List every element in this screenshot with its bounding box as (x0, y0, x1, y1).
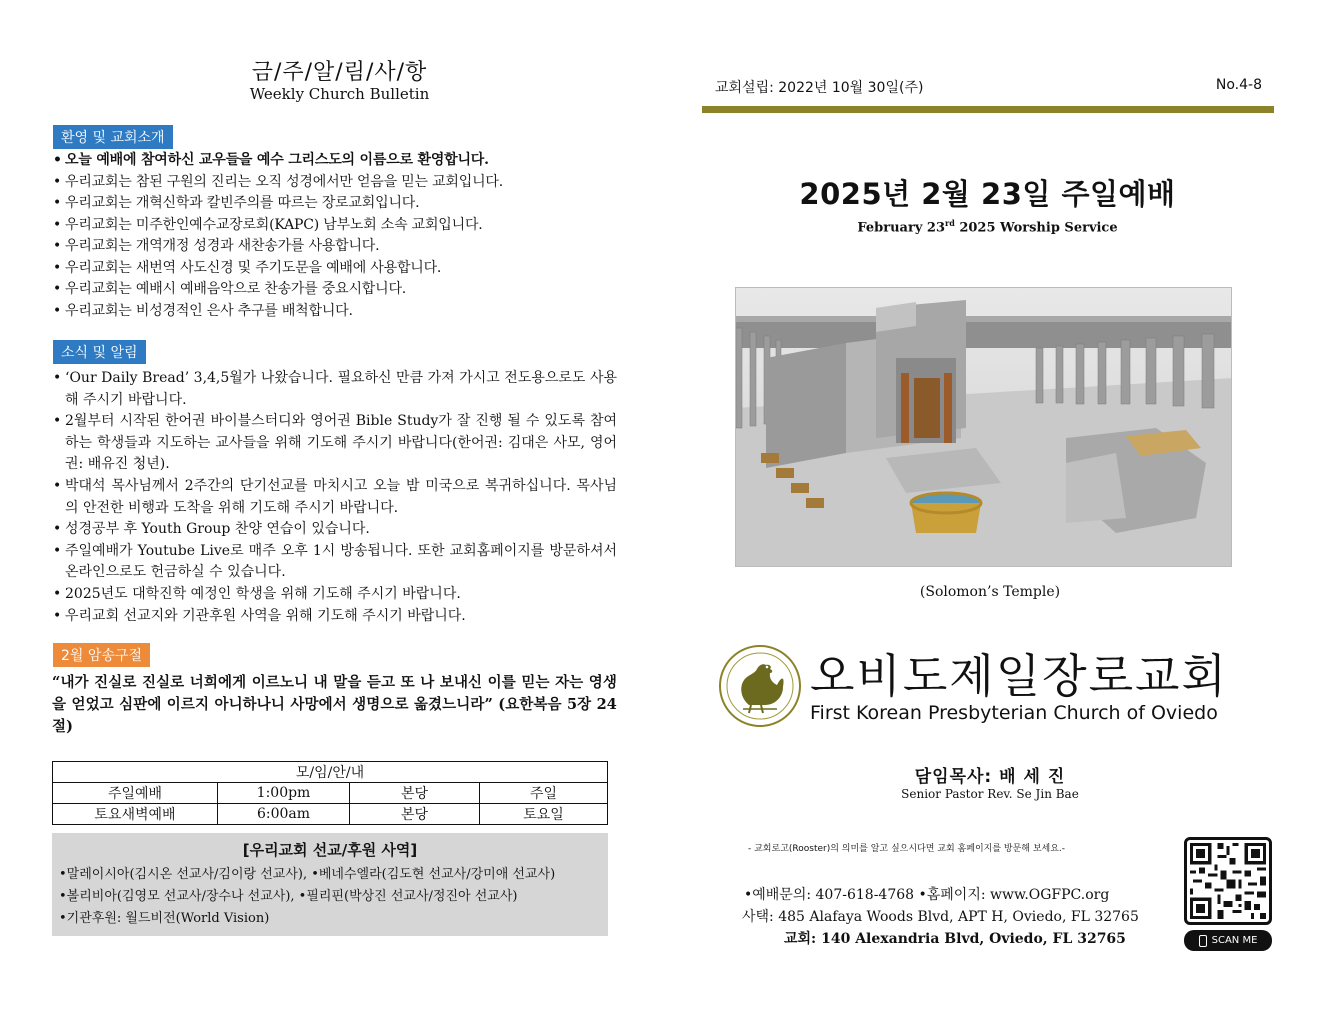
list-item: • 오늘 예배에 참여하신 교우들을 예수 그리스도의 이름으로 환영합니다. (52, 150, 617, 172)
news-heading: 소식 및 알림 (53, 340, 146, 364)
service-date-en: February 23 (857, 220, 945, 236)
welcome-heading: 환영 및 교회소개 (53, 125, 173, 149)
list-item: • 우리교회는 미주한인예수교장로회(KAPC) 남부노회 소속 교회입니다. (52, 215, 617, 237)
list-item: • 우리교회는 예배시 예배음악으로 찬송가를 중요시합니다. (52, 279, 617, 301)
bulletin-title-en: Weekly Church Bulletin (249, 85, 430, 103)
scan-me-text: SCAN ME (1211, 935, 1258, 946)
list-item: • 2025년도 대학진학 예정인 학생을 위해 기도해 주시기 바랍니다. (52, 584, 617, 606)
scan-me-label (1184, 930, 1272, 951)
list-item: • 2월부터 시작된 한어권 바이블스터디와 영어권 Bible Study가 잘 진행 될 수 있도록 참여하는 학생들과 지도하는 교사들을 위해 기도해 주시기 바랍니다(한어권: 김대은 사모, 영어권: 배유진 청년). (52, 411, 617, 476)
logo-meaning-note: - 교회로고(Rooster)의 의미를 알고 싶으시다면 교회 홈페이지를 방문해 보세요.- (748, 844, 1066, 854)
list-item: • 우리교회는 개역개정 성경과 새찬송가를 사용합니다. (52, 236, 617, 258)
table-cell: 본당 (350, 803, 480, 824)
list-item: • 우리교회는 비성경적인 은사 추구를 배척합니다. (52, 301, 617, 323)
table-cell: 토요새벽예배 (53, 803, 218, 824)
table-cell: 주일 (480, 782, 608, 803)
mission-line: •말레이시아(김시온 선교사/김이랑 선교사), •베네수엘라(김도현 선교사/강미애 선교사) (59, 866, 556, 882)
list-item: • 우리교회는 새번역 사도신경 및 주기도문을 예배에 사용합니다. (52, 258, 617, 280)
bulletin-title-ko: 금/주/알/림/사/항 (251, 60, 428, 85)
founded-date: 교회설립: 2022년 10월 30일(주) (715, 80, 924, 96)
welcome-list (52, 150, 617, 322)
service-title-en (700, 218, 1275, 235)
solomons-temple-image (735, 287, 1232, 567)
mission-line: •볼리비아(김영모 선교사/장수나 선교사), •필리핀(박상진 선교사/정진아 선교사) (59, 888, 518, 904)
table-cell: 본당 (350, 782, 480, 803)
service-label-en: 2025 Worship Service (954, 220, 1118, 236)
phone-icon (1199, 935, 1207, 947)
list-item: • 우리교회는 참된 구원의 진리는 오직 성경에서만 얻음을 믿는 교회입니다. (52, 172, 617, 194)
schedule-title: 모/임/안/내 (53, 761, 608, 782)
table-row (53, 803, 608, 824)
mission-line: •기관후원: 월드비전(World Vision) (59, 910, 270, 926)
table-cell: 주일예배 (53, 782, 218, 803)
list-item: • 우리교회는 개혁신학과 칼빈주의를 따르는 장로교회입니다. (52, 193, 617, 215)
memory-verse-heading: 2월 암송구절 (53, 643, 150, 667)
accent-bar (702, 106, 1274, 113)
senior-pastor-ko: 담임목사: 배 세 진 (914, 767, 1066, 787)
weekly-bulletin-page (52, 55, 617, 936)
church-address: 교회: 140 Alexandria Blvd, Oviedo, FL 32765 (784, 931, 1126, 947)
date-suffix: rd (945, 218, 955, 228)
contact-phone-homepage: •예배문의: 407-618-4768 •홈페이지: www.OGFPC.org (744, 887, 1110, 903)
news-list (52, 368, 617, 627)
list-item: • 우리교회 선교지와 기관후원 사역을 위해 기도해 주시기 바랍니다. (52, 606, 617, 628)
list-item: • 성경공부 후 Youth Group 찬양 연습이 있습니다. (52, 519, 617, 541)
list-item: • 박대석 목사님께서 2주간의 단기선교를 마치시고 오늘 밤 미국으로 복귀하십니다. 목사님의 안전한 비행과 도착을 위해 기도해 주시기 바랍니다. (52, 476, 617, 519)
church-name-en: First Korean Presbyterian Church of Oviedo (810, 702, 1218, 724)
issue-number: No.4-8 (1215, 77, 1262, 93)
table-cell: 토요일 (480, 803, 608, 824)
list-item: • 주일예배가 Youtube Live로 매주 오후 1시 방송됩니다. 또한 교회홈페이지를 방문하셔서 온라인으로도 헌금하실 수 있습니다. (52, 541, 617, 584)
mission-title: [우리교회 선교/후원 사역] (242, 840, 418, 859)
parsonage-address: 사택: 485 Alafaya Woods Blvd, APT H, Oviedo, FL 32765 (742, 909, 1139, 925)
rooster-logo-icon (719, 645, 801, 727)
qr-code-icon[interactable] (1184, 837, 1272, 925)
table-cell: 1:00pm (218, 782, 350, 803)
image-caption: (Solomon’s Temple) (919, 584, 1061, 600)
cover-page (700, 0, 1275, 1020)
service-title-ko: 2025년 2월 23일 주일예배 (799, 177, 1176, 211)
meeting-schedule-table (52, 761, 608, 825)
header-meta (715, 77, 1262, 97)
list-item: • ‘Our Daily Bread’ 3,4,5월가 나왔습니다. 필요하신 만큼 가져 가시고 전도용으로도 사용해 주시기 바랍니다. (52, 368, 617, 411)
senior-pastor-en: Senior Pastor Rev. Se Jin Bae (901, 787, 1079, 801)
memory-verse-text: “내가 진실로 진실로 너희에게 이르노니 내 말을 듣고 또 나 보내신 이를 믿는 자는 영생을 얻었고 심판에 이르지 아니하나니 사망에서 생명으로 옮겼느니라” (요한복음 5장 24절) (52, 674, 617, 735)
church-name-ko: 오비도제일장로교회 (810, 649, 1228, 703)
mission-box (52, 833, 608, 936)
table-cell: 6:00am (218, 803, 350, 824)
table-row (53, 782, 608, 803)
contact-info (742, 884, 1162, 950)
